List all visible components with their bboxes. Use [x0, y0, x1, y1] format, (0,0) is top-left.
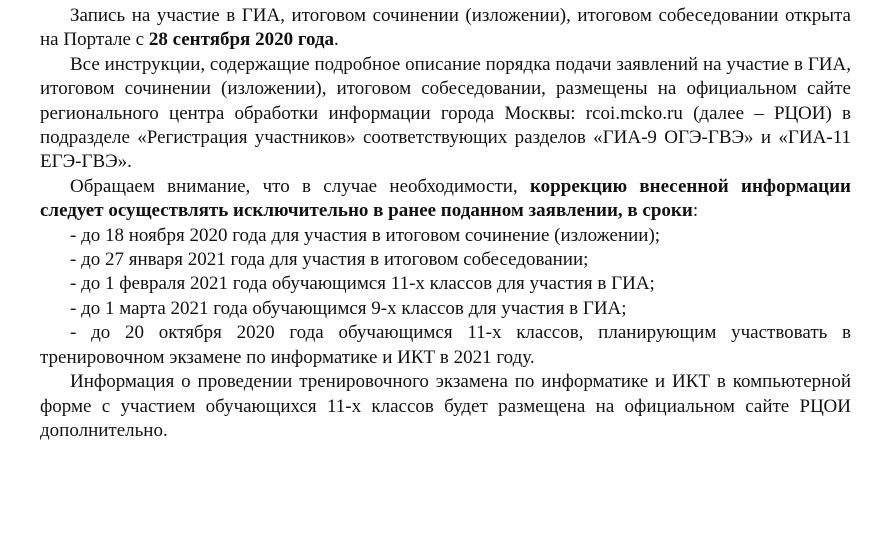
- deadline-item: - до 1 марта 2021 года обучающимся 9-х классов для участия в ГИА;: [70, 297, 627, 319]
- deadline-item: - до 1 февраля 2021 года обучающимся 11-х классов для участия в ГИА;: [70, 273, 655, 295]
- document-page: [40, 4, 851, 443]
- registration-end: .: [334, 29, 339, 51]
- registration-open-paragraph: [40, 4, 851, 53]
- deadline-item: - до 20 октября 2020 года обучающимся 11-х классов, планирующим участвовать в тренировочном экзамене по информатике и ИКТ в 2021 году.: [40, 322, 851, 368]
- correction-intro: Обращаем внимание, что в случае необходимости,: [70, 175, 530, 197]
- deadline-item: - до 27 января 2021 года для участия в итоговом собеседовании;: [70, 249, 589, 271]
- correction-colon: :: [692, 200, 699, 222]
- registration-date: 28 сентября 2020 года: [148, 29, 335, 51]
- training-exam-paragraph: Информация о проведении тренировочного экзамена по информатике и ИКТ в компьютерной форме с участием обучающихся 11-х классов будет размещена на официальном сайте РЦОИ дополнительно.: [40, 371, 851, 441]
- deadline-item: - до 18 ноября 2020 года для участия в итоговом сочинение (изложении);: [70, 224, 661, 246]
- instructions-paragraph: Все инструкции, содержащие подробное описание порядка подачи заявлений на участие в ГИА, итоговом сочинении (изложении), итоговом собеседовании, размещены на официальном сайте регионального центра обработки информации города Москвы: rcoi.mcko.ru (далее – РЦОИ) в подразделе «Регистрация участников» соответствующих разделов «ГИА-9 ОГЭ-ГВЭ» и «ГИА-11 ЕГЭ-ГВЭ».: [40, 53, 851, 173]
- correction-notice-paragraph: [40, 175, 851, 224]
- registration-text: Запись на участие в ГИА, итоговом сочинении (изложении), итоговом собеседовании открыта на Портале с: [40, 5, 851, 51]
- correction-bold-text: коррекцию внесенной информации следует осуществлять исключительно в ранее поданном заявлении, в сроки: [40, 175, 851, 222]
